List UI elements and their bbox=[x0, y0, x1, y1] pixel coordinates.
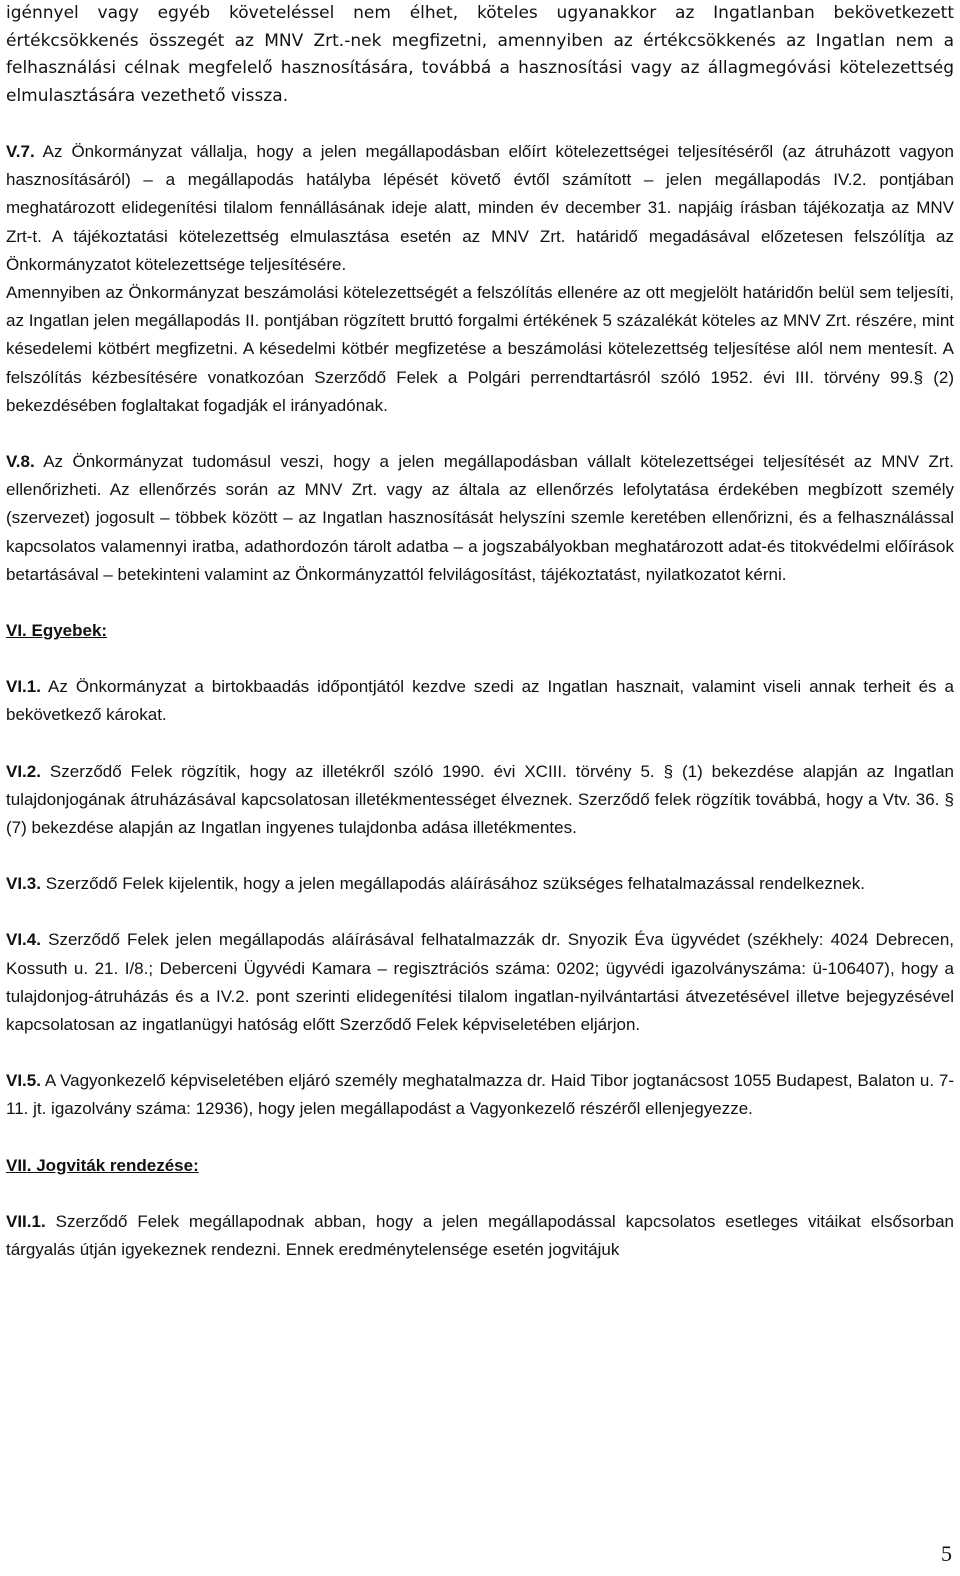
clause-text: Az Önkormányzat a birtokbaadás időpontjától kezdve szedi az Ingatlan hasznait, valamint viseli annak terheit és a bekövetkező károkat. bbox=[6, 677, 954, 725]
clause-text: Szerződő Felek rögzítik, hogy az illetékről szóló 1990. évi XCIII. törvény 5. § (1) bekezdése alapján az Ingatlan tulajdonjogának átruházásával kapcsolatosan illetékmentességet élveznek. Szerződő felek rögzítik továbbá, hogy a Vtv. 36. § (7) bekezdése alapján az Ingatlan ingyenes tulajdonba adása illetékmentes. bbox=[6, 761, 954, 838]
spacer bbox=[6, 589, 954, 617]
clause-number: V.8. bbox=[6, 452, 35, 472]
clause-text: A Vagyonkezelő képviseletében eljáró személy meghatalmazza dr. Haid Tibor jogtanácsost 1055 Budapest, Balaton u. 7-11. jt. igazolvány száma: 12936), hogy jelen megállapodást a Vagyonkezelő részéről ellenjegyezze. bbox=[6, 1071, 954, 1119]
clause-vi2 bbox=[6, 758, 954, 843]
clause-number: V.7. bbox=[6, 142, 35, 161]
clause-text: Szerződő Felek megállapodnak abban, hogy a jelen megállapodással kapcsolatos esetleges vitáikat elsősorban tárgyalás útján igyekeznek rendezni. Ennek eredménytelensége esetén jogvitájuk bbox=[6, 1211, 954, 1260]
spacer bbox=[6, 1039, 954, 1067]
clause-number: VI.3. bbox=[6, 874, 41, 894]
spacer bbox=[6, 1124, 954, 1152]
spacer bbox=[6, 898, 954, 926]
section-heading-vi: VI. Egyebek: bbox=[6, 621, 108, 641]
clause-number: VI.4. bbox=[6, 930, 41, 950]
clause-text: Szerződő Felek kijelentik, hogy a jelen megállapodás aláírásához szükséges felhatalmazással rendelkeznek. bbox=[40, 874, 865, 894]
spacer bbox=[6, 1180, 954, 1208]
clause-number: VI.2. bbox=[6, 761, 41, 781]
spacer bbox=[6, 730, 954, 758]
intro-paragraph: igénnyel vagy egyéb követeléssel nem élhet, köteles ugyanakkor az Ingatlanban bekövetkezett értékcsökkenés összegét az MNV Zrt.-nek megfizetni, amennyiben az értékcsökkenés az Ingatlan nem a felhasználási célnak megfelelő hasznosítására, továbbá a hasznosítási vagy az állagmegóvási kötelezettség elmulasztására vezethető vissza. bbox=[6, 3, 954, 106]
clause-text: Az Önkormányzat vállalja, hogy a jelen megállapodásban előírt kötelezettségei teljesítéséről (az átruházott vagyon hasznosításáról) – a megállapodás hatályba lépését követő évtől számított – jelen megállapodás IV.2. pontjában meghatározott elidegenítési tilalom fennállásának ideje alatt, minden év december 31. napjáig írásban tájékozatja az MNV Zrt-t. A tájékoztatási kötelezettség elmulasztása esetén az MNV Zrt. határidő megadásával előzetesen felszólítja az Önkormányzatot kötelezettsége teljesítésére. bbox=[6, 142, 954, 274]
clause-number: VI.1. bbox=[6, 677, 41, 697]
document-page bbox=[6, 0, 954, 1264]
spacer bbox=[6, 645, 954, 673]
section-heading-vii: VII. Jogviták rendezése: bbox=[6, 1155, 199, 1175]
clause-vi3 bbox=[6, 870, 954, 898]
clause-v8 bbox=[6, 448, 954, 589]
clause-vii1 bbox=[6, 1208, 954, 1264]
clause-text: Szerződő Felek jelen megállapodás aláírásával felhatalmazzák dr. Snyozik Éva ügyvédet (székhely: 4024 Debrecen, Kossuth u. 21. I/8.; Deberceni Ügyvédi Kamara – regisztrációs száma: 0202; ügyvédi igazolványszáma: ü-106407), hogy a tulajdonjog-átruházás és a IV.2. pont szerinti elidegenítési tilalom ingatlan-nyilvántartási átvezetésével illetve bejegyzésével kapcsolatosan az ingatlanügyi hatóság előtt Szerződő Felek képviseletében eljárjon. bbox=[6, 930, 954, 1035]
clause-v7-continued: Amennyiben az Önkormányzat beszámolási kötelezettségét a felszólítás ellenére az ott megjelölt határidőn belül sem teljesíti, az Ingatlan jelen megállapodás II. pontjában rögzített bruttó forgalmi értékének 5 százalékát köteles az MNV Zrt. részére, mint késedelemi kötbért megfizetni. A késedelmi kötbér megfizetése a beszámolási kötelezettség teljesítése alól nem mentesít. A felszólítás kézbesítésére vonatkozóan Szerződő Felek a Polgári perrendtartásról szóló 1952. évi III. törvény 99.§ (2) bekezdésében foglaltakat fogadják el irányadónak. bbox=[6, 283, 954, 415]
clause-v7 bbox=[6, 138, 954, 279]
page-number: 5 bbox=[941, 1541, 952, 1566]
clause-number: VI.5. bbox=[6, 1071, 41, 1091]
spacer bbox=[6, 110, 954, 138]
spacer bbox=[6, 420, 954, 448]
clause-vi5 bbox=[6, 1067, 954, 1123]
clause-number: VII.1. bbox=[6, 1211, 46, 1231]
spacer bbox=[6, 842, 954, 870]
clause-text: Az Önkormányzat tudomásul veszi, hogy a jelen megállapodásban vállalt kötelezettségei teljesítését az MNV Zrt. ellenőrizheti. Az ellenőrzés során az MNV Zrt. vagy az általa az ellenőrzés lefolytatása érdekében megbízott személy (szervezet) jogosult – többek között – az Ingatlan hasznosítását helyszíni szemle keretében ellenőrizni, és a felhasználással kapcsolatos valamennyi iratba, adathordozón tárolt adatba – a jogszabályokban meghatározott adat-és titokvédelmi előírások betartásával – betekinteni valamint az Önkormányzattól felvilágosítást, tájékoztatást, nyilatkozatot kérni. bbox=[6, 452, 954, 584]
clause-vi1 bbox=[6, 673, 954, 729]
clause-vi4 bbox=[6, 926, 954, 1039]
